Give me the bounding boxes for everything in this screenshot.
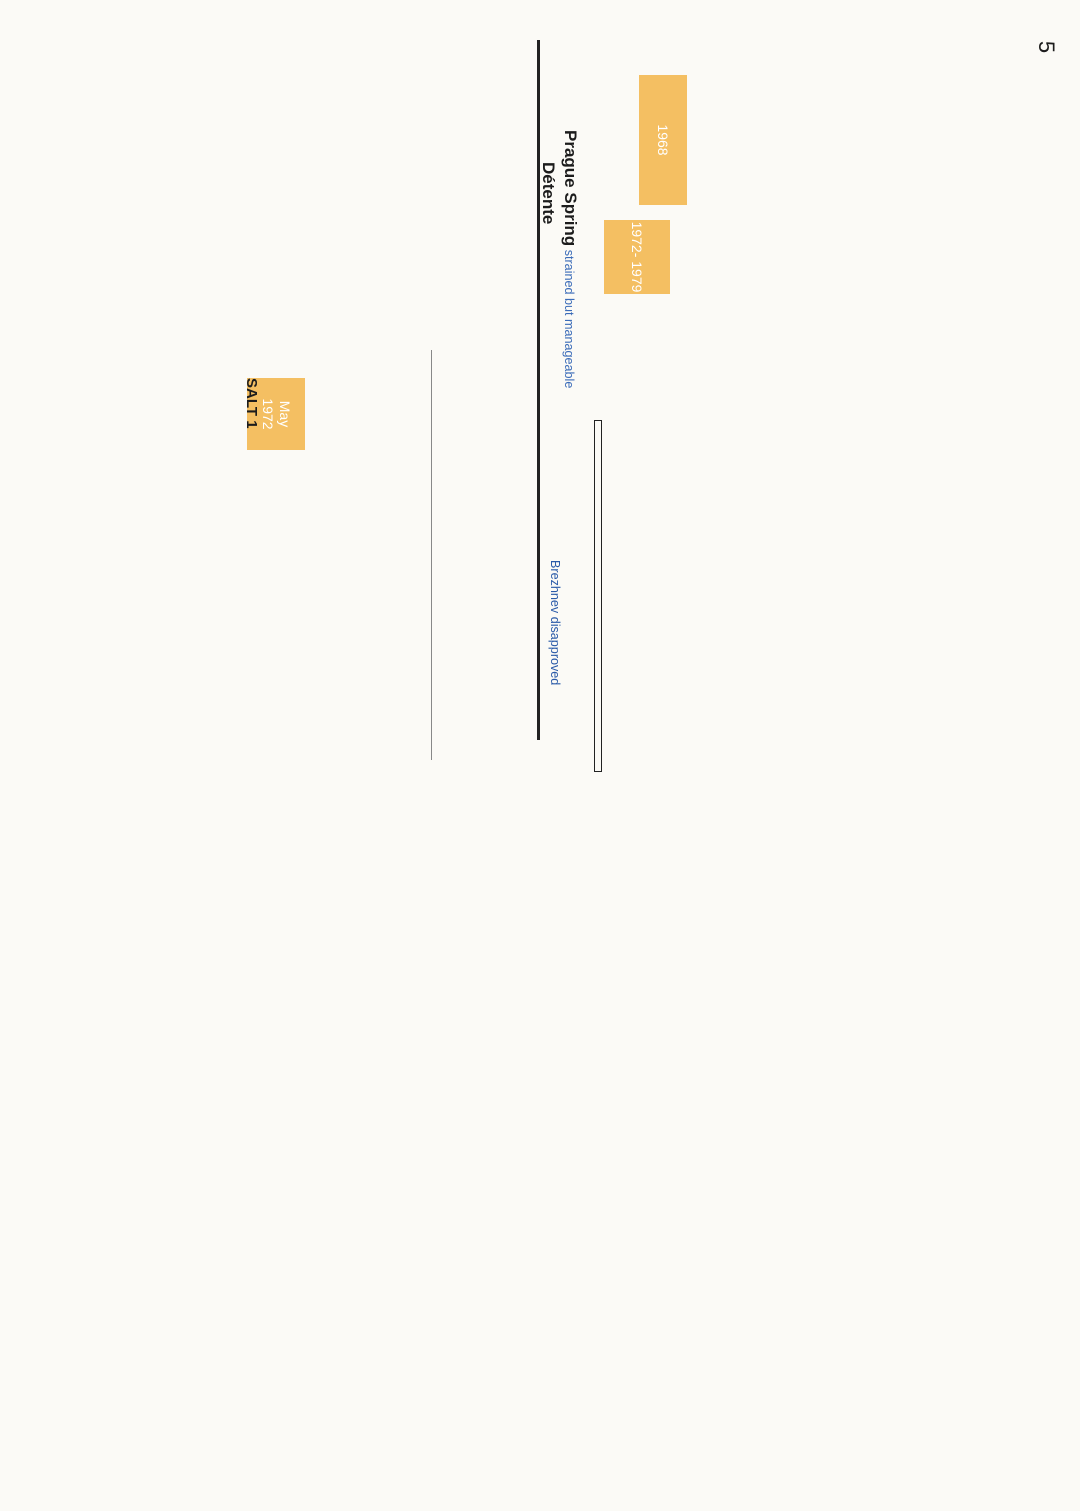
brezhnev-disapproved: Brezhnev disapproved [548,560,562,686]
salt1-date-box: May 1972 [247,378,305,450]
section-divider-top [537,40,540,740]
prague-title-note: strained but manageable [562,249,576,389]
detente-title: Détente [539,162,558,225]
section-divider-mid [431,350,432,760]
prague-title-row [560,130,580,388]
prague-title: Prague Spring [561,130,580,247]
detente-cause-box-placeholder [594,420,602,772]
detente-date-box: 1972- 1979 [604,220,670,294]
detente-title-row [538,162,558,224]
salt1-title: SALT 1 [243,378,260,429]
page-number: 5 [1034,40,1060,54]
prague-date-box: 1968 [639,75,687,205]
